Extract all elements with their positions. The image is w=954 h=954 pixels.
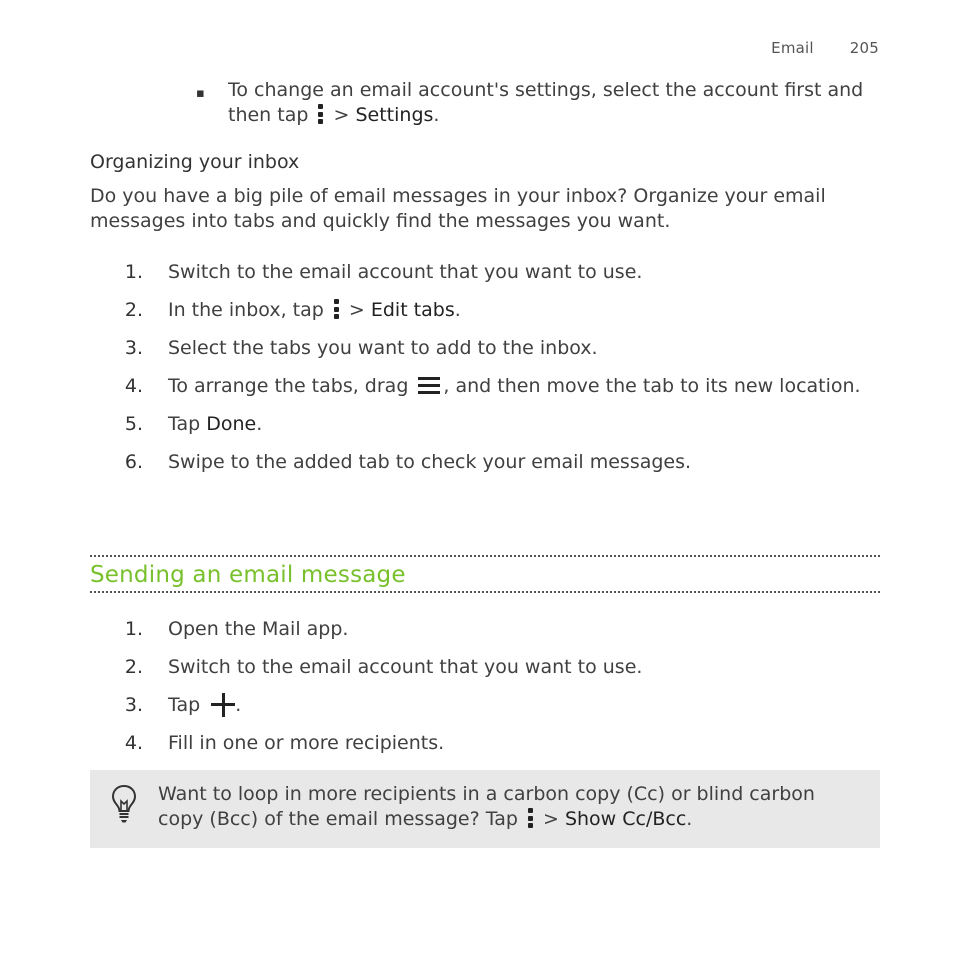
section-name: Email <box>771 39 814 57</box>
organizing-heading: Organizing your inbox <box>90 151 300 173</box>
section-divider-top <box>90 555 880 557</box>
more-options-icon <box>334 299 339 319</box>
list-item: 3. Select the tabs you want to add to the inbox. <box>124 337 598 359</box>
bullet-mark: ▪ <box>196 86 205 101</box>
page-number: 205 <box>849 39 879 57</box>
list-item: 2. In the inbox, tap > Edit tabs. <box>124 299 461 321</box>
bullet-text: To change an email account's settings, select the account first and then tap > Settings. <box>228 79 864 126</box>
list-item: 4. Fill in one or more recipients. <box>124 732 445 754</box>
list-item: 5. Tap Done. <box>124 413 263 435</box>
lightbulb-icon <box>110 784 138 824</box>
list-item: 2. Switch to the email account that you want to use. <box>124 656 643 678</box>
tip-text: Want to loop in more recipients in a carbon copy (Cc) or blind carbon copy (Bcc) of the email message? Tap > Show Cc/Bcc. <box>158 783 815 830</box>
plus-icon <box>211 693 235 717</box>
more-options-icon <box>528 808 533 828</box>
edit-tabs-label: Edit tabs <box>370 299 455 321</box>
list-item: 1. Open the Mail app. <box>124 618 349 640</box>
drag-handle-icon <box>418 377 440 393</box>
section-divider-bottom <box>90 591 880 593</box>
list-item: 4. To arrange the tabs, drag , and then move the tab to its new location. <box>124 375 861 397</box>
done-label: Done <box>206 413 257 435</box>
settings-label: Settings <box>355 104 434 126</box>
show-cc-bcc-label: Show Cc/Bcc <box>564 808 687 830</box>
page-header <box>771 39 879 57</box>
section-title: Sending an email message <box>90 562 406 588</box>
organizing-steps <box>90 259 880 487</box>
tip-box <box>90 770 880 848</box>
list-item: 6. Swipe to the added tab to check your email messages. <box>124 451 692 473</box>
organizing-intro: Do you have a big pile of email messages in your inbox? Organize your email messages into tabs and quickly find the messages you want. <box>90 185 826 232</box>
list-item: 3. Tap . <box>124 694 242 716</box>
more-options-icon <box>318 104 323 124</box>
list-item: 1. Switch to the email account that you want to use. <box>124 261 643 283</box>
settings-bullet <box>196 78 880 128</box>
sending-steps <box>90 616 880 768</box>
